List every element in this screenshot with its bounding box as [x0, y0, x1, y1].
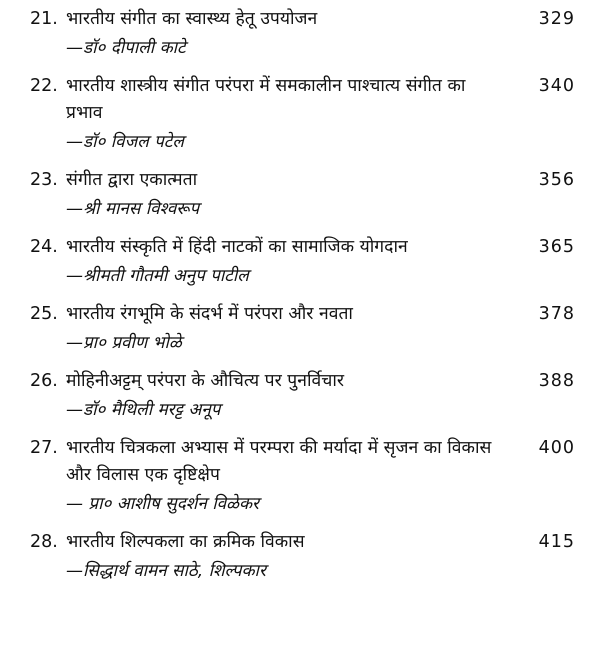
toc-entry — [30, 234, 575, 289]
chapter-title: भारतीय संस्कृति में हिंदी नाटकों का सामाजिक योगदान — [66, 237, 408, 257]
toc-entry — [30, 368, 575, 423]
chapter-number: 25. — [30, 304, 58, 324]
chapter-author: —डॉ० मैथिली मरट्ट अनूप — [66, 400, 221, 420]
page-number: 365 — [538, 237, 575, 257]
chapter-author: —डॉ० दीपाली काटे — [66, 38, 186, 58]
page-number: 356 — [538, 170, 575, 190]
chapter-author: —श्रीमती गौतमी अनुप पाटील — [66, 266, 249, 286]
toc-entry — [30, 529, 575, 584]
toc-title-row — [30, 529, 575, 556]
chapter-author: —श्री मानस विश्वरूप — [66, 199, 200, 219]
chapter-number: 23. — [30, 170, 58, 190]
chapter-number: 26. — [30, 371, 58, 391]
page-number: 388 — [538, 371, 575, 391]
chapter-author: —सिद्धार्थ वामन साठे, शिल्पकार — [66, 561, 266, 581]
page-number: 400 — [538, 438, 575, 458]
chapter-number: 27. — [30, 438, 58, 458]
page-number: 378 — [538, 304, 575, 324]
chapter-title: मोहिनीअट्टम् परंपरा के औचित्य पर पुनर्विचार — [66, 371, 345, 391]
toc-title-row — [30, 234, 575, 261]
chapter-title: भारतीय चित्रकला अभ्यास में परम्परा की मर्यादा में सृजन का विकास और विलास एक दृष्टिक्षेप — [66, 438, 492, 485]
toc-entry — [30, 73, 575, 155]
toc-entry — [30, 167, 575, 222]
table-of-contents — [30, 6, 575, 596]
chapter-number: 22. — [30, 76, 58, 96]
toc-title-row — [30, 73, 575, 127]
chapter-author: — प्रा० आशीष सुदर्शन विळेकर — [66, 494, 259, 514]
page-number: 415 — [538, 532, 575, 552]
toc-entry — [30, 6, 575, 61]
toc-title-row — [30, 6, 575, 33]
chapter-title: संगीत द्वारा एकात्मता — [66, 170, 198, 190]
page-number: 340 — [538, 76, 575, 96]
toc-entry — [30, 301, 575, 356]
toc-title-row — [30, 301, 575, 328]
chapter-number: 28. — [30, 532, 58, 552]
chapter-title: भारतीय संगीत का स्वास्थ्य हेतू उपयोजन — [66, 9, 318, 29]
chapter-number: 21. — [30, 9, 58, 29]
toc-title-row — [30, 368, 575, 395]
toc-entry — [30, 435, 575, 517]
chapter-title: भारतीय शिल्पकला का क्रमिक विकास — [66, 532, 305, 552]
toc-title-row — [30, 167, 575, 194]
chapter-author: —प्रा० प्रवीण भोळे — [66, 333, 182, 353]
chapter-author: —डॉ० विजल पटेल — [66, 132, 184, 152]
toc-title-row — [30, 435, 575, 489]
chapter-number: 24. — [30, 237, 58, 257]
chapter-title: भारतीय रंगभूमि के संदर्भ में परंपरा और नवता — [66, 304, 353, 324]
page-number: 329 — [538, 9, 575, 29]
chapter-title: भारतीय शास्त्रीय संगीत परंपरा में समकालीन पाश्चात्य संगीत का प्रभाव — [66, 76, 466, 123]
